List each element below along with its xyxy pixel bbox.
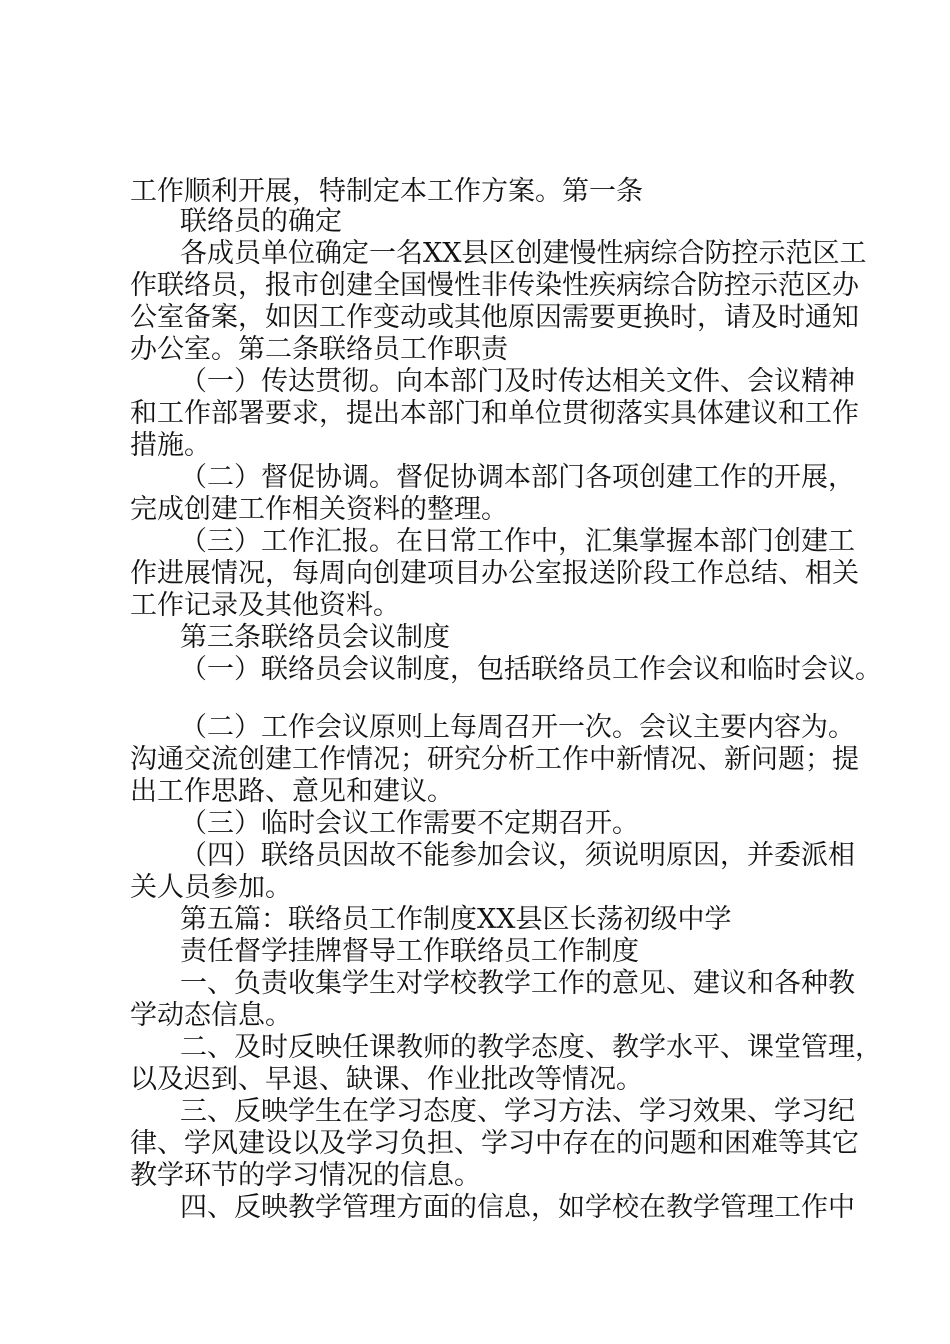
text-line: 工作记录及其他资料。 <box>130 590 400 621</box>
text-line: 学动态信息。 <box>130 1000 292 1031</box>
text-line: 作进展情况，每周向创建项目办公室报送阶段工作总结、相关 <box>130 558 859 589</box>
text-line: 办公室。第二条联络员工作职责 <box>130 334 508 365</box>
text-line: （三）临时会议工作需要不定期召开。 <box>180 808 639 839</box>
text-line: 以及迟到、早退、缺课、作业批改等情况。 <box>130 1064 643 1095</box>
text-line: 联络员的确定 <box>180 206 342 237</box>
text-line: （一）联络员会议制度，包括联络员工作会议和临时会议。 <box>180 654 882 685</box>
text-line: 二、及时反映任课教师的教学态度、教学水平、课堂管理， <box>180 1032 882 1063</box>
text-line: 工作顺利开展，特制定本工作方案。第一条 <box>130 176 643 207</box>
text-line: 三、反映学生在学习态度、学习方法、学习效果、学习纪 <box>180 1096 855 1127</box>
text-line: 教学环节的学习情况的信息。 <box>130 1160 481 1191</box>
text-line: （一）传达贯彻。向本部门及时传达相关文件、会议精神 <box>180 366 855 397</box>
text-line: 律、学风建设以及学习负担、学习中存在的问题和困难等其它 <box>130 1128 859 1159</box>
text-line: 措施。 <box>130 430 211 461</box>
text-line: 第五篇：联络员工作制度XX县区长荡初级中学 <box>180 904 732 935</box>
text-line: （三）工作汇报。在日常工作中，汇集掌握本部门创建工 <box>180 526 855 557</box>
text-line: 完成创建工作相关资料的整理。 <box>130 494 508 525</box>
text-line: 第三条联络员会议制度 <box>180 622 450 653</box>
text-line: 公室备案，如因工作变动或其他原因需要更换时，请及时通知 <box>130 302 859 333</box>
text-line: 沟通交流创建工作情况；研究分析工作中新情况、新问题；提 <box>130 744 859 775</box>
text-line: （四）联络员因故不能参加会议，须说明原因，并委派相 <box>180 840 855 871</box>
text-line: 出工作思路、意见和建议。 <box>130 776 454 807</box>
text-line: 作联络员，报市创建全国慢性非传染性疾病综合防控示范区办 <box>130 270 859 301</box>
text-line: （二）工作会议原则上每周召开一次。会议主要内容为。 <box>180 712 855 743</box>
text-line: 和工作部署要求，提出本部门和单位贯彻落实具体建议和工作 <box>130 398 859 429</box>
text-line: 责任督学挂牌督导工作联络员工作制度 <box>180 936 639 967</box>
text-line: 关人员参加。 <box>130 872 292 903</box>
text-line: 四、反映教学管理方面的信息，如学校在教学管理工作中 <box>180 1192 855 1223</box>
text-line: 各成员单位确定一名XX县区创建慢性病综合防控示范区工 <box>180 238 867 269</box>
text-line: 一、负责收集学生对学校教学工作的意见、建议和各种教 <box>180 968 855 999</box>
text-line: （二）督促协调。督促协调本部门各项创建工作的开展， <box>180 462 855 493</box>
